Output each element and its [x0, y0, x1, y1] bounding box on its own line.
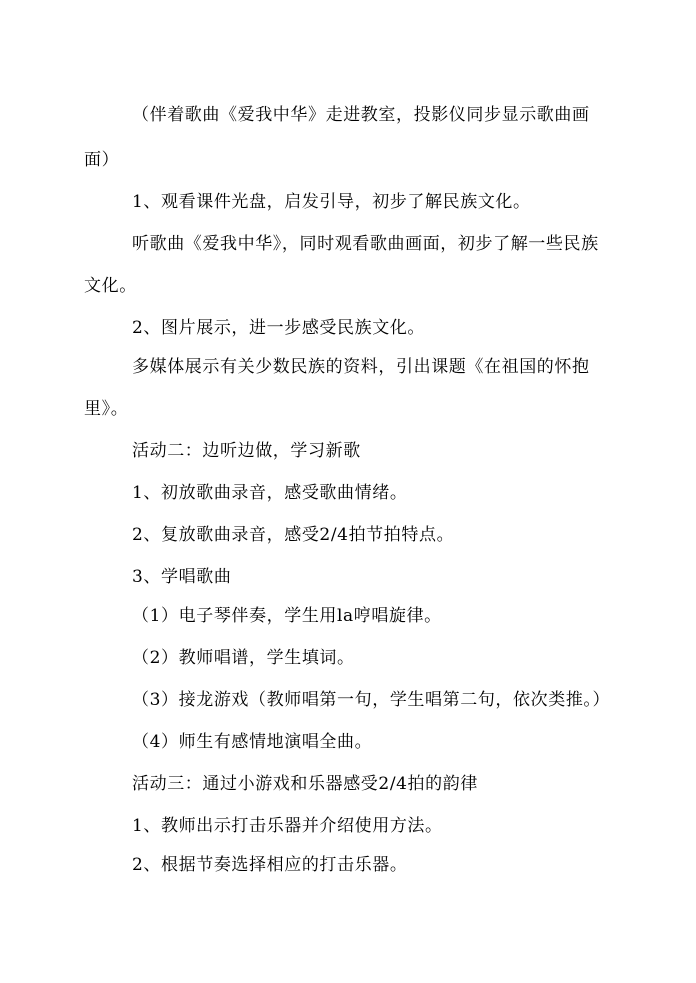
- paragraph-line: 2、根据节奏选择相应的打击乐器。: [132, 855, 408, 875]
- paragraph-line: 2、复放歌曲录音，感受2/4拍节拍特点。: [132, 525, 455, 545]
- section-heading: 活动三：通过小游戏和乐器感受2/4拍的韵律: [132, 774, 478, 794]
- paragraph-line: （4）师生有感情地演唱全曲。: [132, 732, 373, 752]
- paragraph-line: 1、教师出示打击乐器并介绍使用方法。: [132, 816, 443, 836]
- paragraph-line: 多媒体展示有关少数民族的资料，引出课题《在祖国的怀抱: [132, 357, 590, 377]
- paragraph-line: 文化。: [84, 276, 137, 296]
- paragraph-line: （伴着歌曲《爱我中华》走进教室，投影仪同步显示歌曲画: [132, 105, 590, 125]
- paragraph-line: 1、初放歌曲录音，感受歌曲情绪。: [132, 483, 408, 503]
- paragraph-line: 面）: [84, 150, 120, 170]
- paragraph-line: 里》。: [84, 399, 129, 419]
- paragraph-line: 2、图片展示，进一步感受民族文化。: [132, 318, 426, 338]
- paragraph-line: （2）教师唱谱，学生填词。: [132, 648, 355, 668]
- paragraph-line: （1）电子琴伴奏，学生用la哼唱旋律。: [132, 606, 442, 626]
- paragraph-line: 1、观看课件光盘，启发引导，初步了解民族文化。: [132, 192, 531, 212]
- paragraph-line: 听歌曲《爱我中华》，同时观看歌曲画面，初步了解一些民族: [132, 234, 599, 254]
- paragraph-line: （3）接龙游戏（教师唱第一句，学生唱第二句，依次类推。）: [132, 690, 611, 710]
- section-heading: 活动二：边听边做，学习新歌: [132, 441, 361, 461]
- paragraph-line: 3、学唱歌曲: [132, 567, 232, 587]
